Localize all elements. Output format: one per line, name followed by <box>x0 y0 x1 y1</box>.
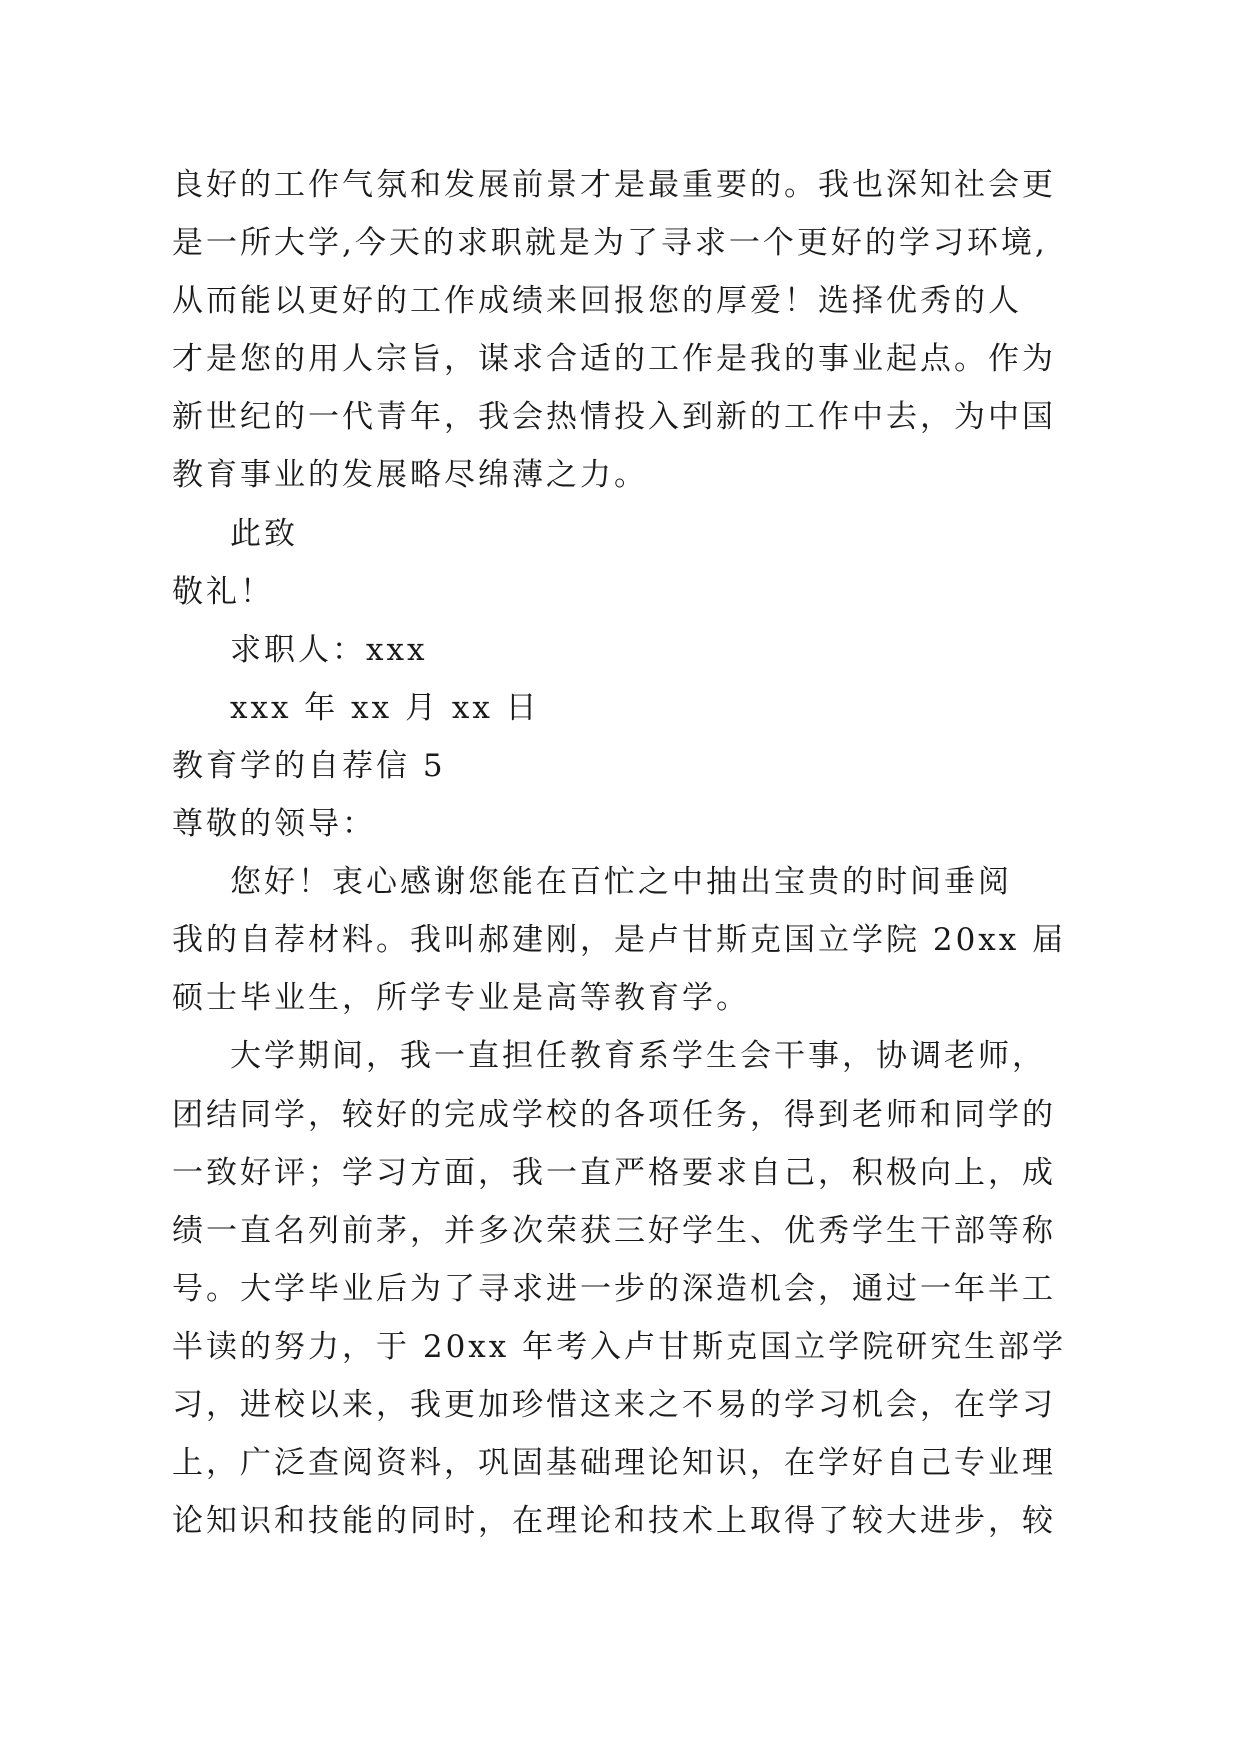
paragraph-line: 上，广泛查阅资料，巩固基础理论知识，在学好自己专业理 <box>172 1445 1056 1482</box>
paragraph-line: 硕士毕业生，所学专业是高等教育学。 <box>172 980 750 1017</box>
closing-phrase: 此致 <box>230 515 298 552</box>
paragraph-line: 从而能以更好的工作成绩来回报您的厚爱！选择优秀的人 <box>172 283 1022 320</box>
paragraph-line: 一致好评；学习方面，我一直严格要求自己，积极向上，成 <box>172 1154 1056 1191</box>
letter-date: xxx 年 xx 月 xx 日 <box>230 689 540 726</box>
paragraph-1 <box>172 853 1132 1027</box>
paragraph-line: 论知识和技能的同时，在理论和技术上取得了较大进步，较 <box>172 1503 1056 1540</box>
paragraph-line: 号。大学毕业后为了寻求进一步的深造机会，通过一年半工 <box>172 1270 1056 1307</box>
paragraph-line: 是一所大学,今天的求职就是为了寻求一个更好的学习环境, <box>172 225 1048 262</box>
paragraph-line: 教育事业的发展略尽绵薄之力。 <box>172 457 648 494</box>
previous-letter-ending <box>172 156 1132 737</box>
letter-5 <box>172 737 1132 1550</box>
paragraph-line: 半读的努力，于 20xx 年考入卢甘斯克国立学院研究生部学 <box>172 1328 1067 1365</box>
paragraph-line: 才是您的用人宗旨，谋求合适的工作是我的事业起点。作为 <box>172 341 1056 378</box>
document-body <box>172 156 1132 1550</box>
paragraph-line: 团结同学，较好的完成学校的各项任务，得到老师和同学的 <box>172 1096 1056 1133</box>
paragraph-line: 我的自荐材料。我叫郝建刚，是卢甘斯克国立学院 20xx 届 <box>172 922 1067 959</box>
paragraph-line: 您好！衷心感谢您能在百忙之中抽出宝贵的时间垂阅 <box>230 864 1012 901</box>
letter-title: 教育学的自荐信 5 <box>172 747 446 784</box>
letter-greeting: 尊敬的领导： <box>172 806 376 843</box>
paragraph-2 <box>172 1027 1132 1550</box>
closing-salute: 敬礼！ <box>172 573 274 610</box>
signature: 求职人：xxx <box>230 631 428 668</box>
paragraph-line: 新世纪的一代青年，我会热情投入到新的工作中去，为中国 <box>172 399 1056 436</box>
paragraph-line: 习，进校以来，我更加珍惜这来之不易的学习机会，在学习 <box>172 1386 1056 1423</box>
paragraph-line: 绩一直名列前茅，并多次荣获三好学生、优秀学生干部等称 <box>172 1212 1056 1249</box>
paragraph-line: 大学期间，我一直担任教育系学生会干事，协调老师， <box>230 1038 1046 1075</box>
paragraph-line: 良好的工作气氛和发展前景才是最重要的。我也深知社会更 <box>172 167 1056 203</box>
